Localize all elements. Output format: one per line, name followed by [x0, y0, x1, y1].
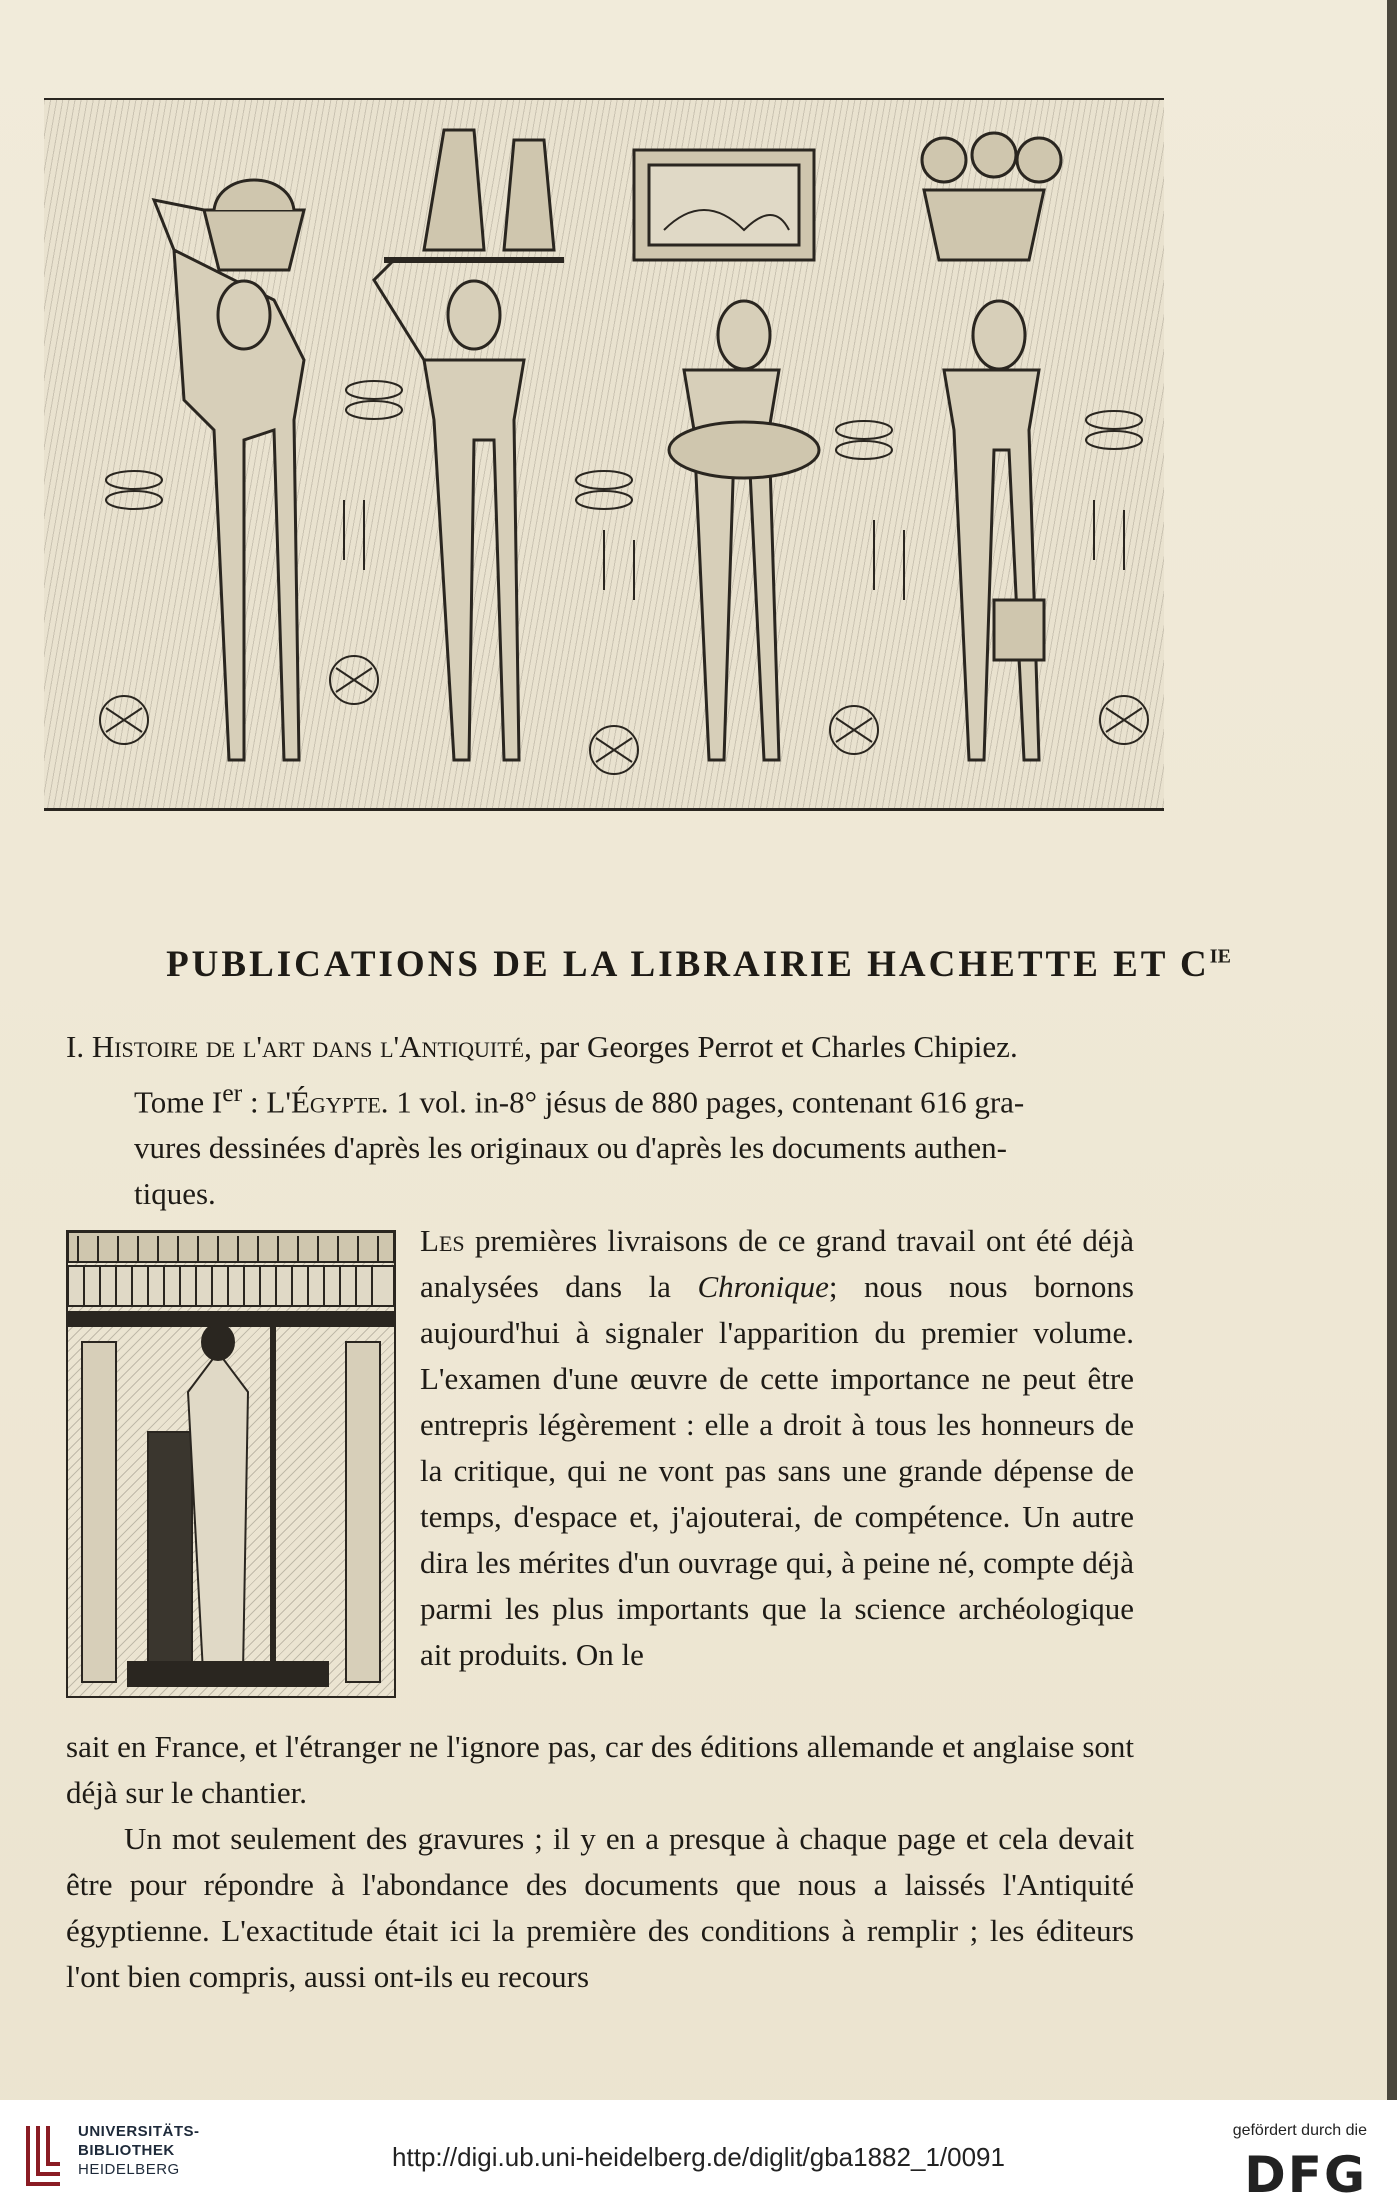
- entry-line4: tiques.: [134, 1176, 216, 1212]
- scan-edge: [1387, 0, 1397, 2100]
- library-line1: UNIVERSITÄTS-: [78, 2123, 200, 2140]
- volume-title: L'Égypte: [266, 1084, 381, 1120]
- entry-line2-text: . 1 vol. in-8° jésus de 880 pages, contenant 616 gra-: [380, 1084, 1025, 1120]
- shrine-illustration: [66, 1230, 396, 1698]
- tome-label: Tome I: [134, 1084, 223, 1120]
- tome-superscript: er: [222, 1078, 243, 1107]
- entry-line2: Tome Ier : L'Égypte. 1 vol. in-8° jésus de 880 pages, contenant 616 gra-: [134, 1078, 1025, 1120]
- paragraph1-part1: premières livraisons de ce grand travail ont été déjà analysées dans la: [420, 1223, 1134, 1304]
- entry-line3: vures dessinées d'après les originaux ou d'après les documents authen-: [134, 1130, 1007, 1166]
- paragraph1-part2: ; nous nous bornons aujourd'hui à signaler l'apparition du premier volume. L'examen d'une œuvre de cette importance ne peut être entrepris légèrement : elle a droit à tous les honneurs de la critique, qui ne vont pas sans une grande dépense de temps, d'espace et, j'ajouterai, de compétence. Un autre dira les mérites d'un ouvrage qui, à peine né, compte déjà parmi les plus importants que la science archéologique ait produits. On le: [420, 1269, 1134, 1672]
- paragraph2: Un mot seulement des gravures ; il y en a presque à chaque page et cela devait être pour répondre à l'abondance des documents que nous a laissés l'Antiquité égyptienne. L'exactitude était ici la première des conditions à remplir ; les éditeurs l'ont bien compris, aussi ont-ils eu recours: [66, 1821, 1134, 1994]
- shrine-drawing: [68, 1232, 394, 1696]
- dfg-logo: DFG: [1244, 2146, 1367, 2204]
- entry-title: Histoire de l'art dans l'Antiquité: [91, 1029, 525, 1064]
- paragraph1-continued: sait en France, et l'étranger ne l'ignore pas, car des éditions allemande et anglaise sont déjà sur le chantier.: [66, 1729, 1134, 1810]
- page-heading: [0, 943, 1397, 986]
- paragraph1-wrapped: [420, 1218, 1134, 1678]
- funding-label: gefördert durch die: [1232, 2122, 1367, 2139]
- heading-text: PUBLICATIONS DE LA LIBRAIRIE HACHETTE ET C: [166, 943, 1210, 985]
- relief-illustration: [44, 100, 1164, 808]
- bibliographic-entry: [66, 1024, 1134, 1217]
- permalink-url[interactable]: http://digi.ub.uni-heidelberg.de/diglit/gba1882_1/0091: [392, 2142, 1005, 2172]
- heading-superscript: IE: [1209, 945, 1231, 968]
- library-line3: HEIDELBERG: [78, 2161, 180, 2178]
- entry-authors: , par Georges Perrot et Charles Chipiez.: [524, 1029, 1018, 1064]
- first-word: es: [438, 1223, 465, 1258]
- library-line2: BIBLIOTHEK: [78, 2142, 175, 2159]
- egyptian-relief-engraving: [44, 98, 1164, 811]
- entry-number: I.: [66, 1029, 85, 1064]
- dropcap: L: [420, 1223, 439, 1258]
- digitization-footer: [0, 2100, 1397, 2210]
- chronique-italic: Chronique: [697, 1269, 829, 1304]
